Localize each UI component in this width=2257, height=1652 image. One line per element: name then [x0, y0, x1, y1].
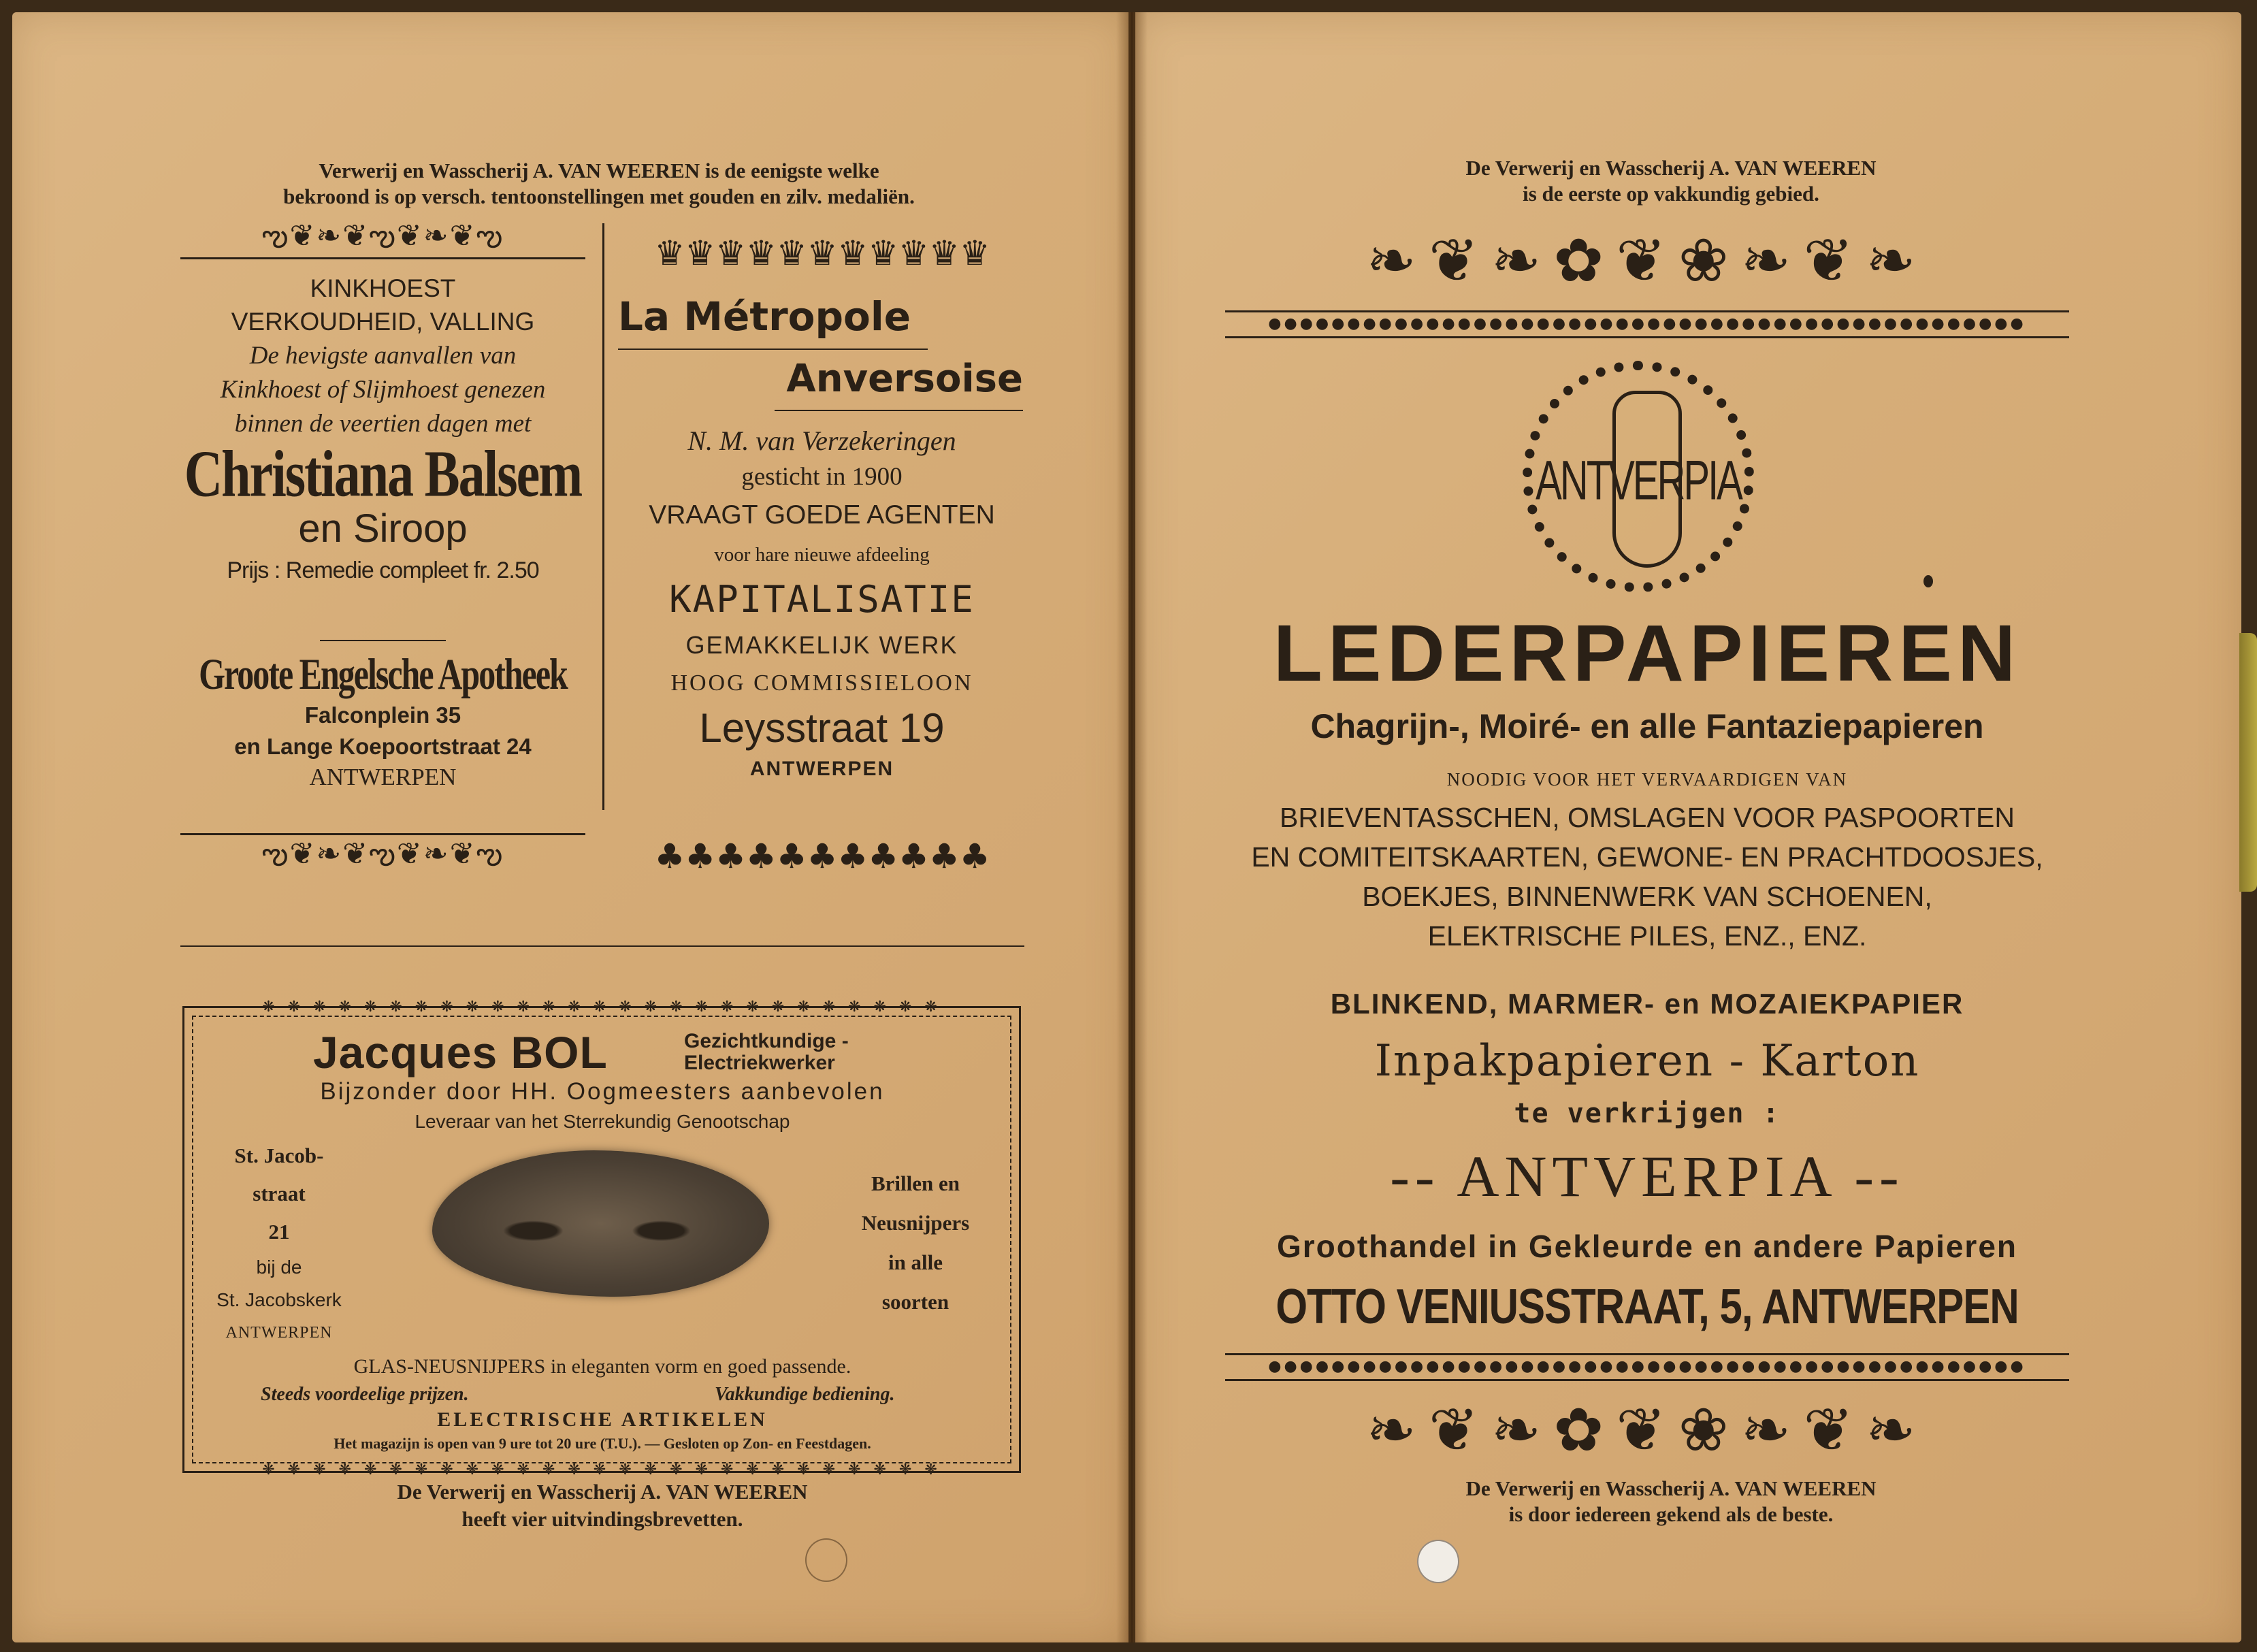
left-top-notice-line2: bekroond is op versch. tentoonstellingen met gouden en zilv. medaliën. [283, 184, 915, 208]
ad-balsem-line2: VERKOUDHEID, VALLING [231, 308, 535, 336]
right-subheadline: Chagrijn-, Moiré- en alle Fantaziepapieren [1310, 707, 1984, 745]
right-bottom-notice [1229, 1476, 2113, 1527]
ad-bol-profession2: Electriekwerker [684, 1052, 835, 1074]
ad-bol-address-right-4: soorten [881, 1290, 949, 1314]
right-list-4: ELEKTRISCHE PILES, ENZ., ENZ. [1427, 920, 1867, 952]
ad-bol-address-left-1: St. Jacob- [234, 1144, 324, 1167]
bead-rule-line [1225, 310, 2069, 312]
ornament-beads-top: ●●●●●●●●●●●●●●●●●●●●●●●●●●●●●●●●●●●●●●●●●●●●●●●● [1268, 315, 2026, 332]
ad-balsem-brand: Christiana Balsem [184, 436, 582, 511]
ornament-scroll-top-left: ఌ❦❧❦ఌ❦❧❦ఌ [261, 219, 504, 253]
right-list-1: BRIEVENTASSCHEN, OMSLAGEN VOOR PASPOORTEN [1280, 802, 2015, 833]
ad-bol-name: Jacques BOL [313, 1027, 608, 1078]
ad-bol-address-left-3: 21 [268, 1220, 290, 1244]
ad-balsem-pharmacy-block [174, 648, 592, 792]
ad-bol-address-left-2: straat [253, 1182, 306, 1205]
right-address: OTTO VENIUSSTRAAT, 5, ANTWERPEN [1276, 1279, 2019, 1334]
right-groothandel: Groothandel in Gekleurde en andere Papieren [1276, 1229, 2018, 1264]
metropole-title-underline [618, 349, 928, 350]
bead-rule-line [1225, 1353, 2069, 1355]
ad-bol-address-right-2: Neusnijpers [861, 1211, 970, 1235]
left-top-notice-line1: Verwerij en Wasscherij A. VAN WEEREN is de eenigste welke [319, 159, 879, 182]
ad-balsem-pharmacy: Groote Engelsche Apotheek [199, 649, 567, 699]
right-inpak: Inpakpapieren - Karton [1374, 1036, 1920, 1086]
ad-metropole [613, 422, 1031, 784]
ornament-border-chain-bottom: ❋ ❋ ❋ ❋ ❋ ❋ ❋ ❋ ❋ ❋ ❋ ❋ ❋ ❋ ❋ ❋ ❋ ❋ ❋ ❋ ❋ ❋ ❋ ❋ ❋ ❋ ❋ [262, 1462, 941, 1478]
right-list-2: EN COMITEITSKAARTEN, GEWONE- EN PRACHTDOOSJES, [1251, 841, 2043, 873]
left-bottom-notice-line2: heeft vier uitvindingsbrevetten. [461, 1507, 743, 1531]
ad-metropole-line3: VRAAGT GOEDE AGENTEN [649, 500, 995, 530]
ornament-flourish-bottom: ❧❦❧✿❦❀❧❦❧ [1366, 1395, 1928, 1465]
ad-bol-line5: ELECTRISCHE ARTIKELEN [437, 1408, 768, 1431]
ad-metropole-title1: La Métropole [618, 293, 911, 340]
ad-bol-address-left-6: ANTWERPEN [225, 1324, 333, 1342]
ad-metropole-city: ANTWERPEN [749, 758, 894, 780]
ad-balsem-price: Prijs : Remedie compleet fr. 2.50 [227, 557, 539, 583]
right-top-notice-line1: De Verwerij en Wasscherij A. VAN WEEREN [1465, 156, 1877, 180]
right-small-caps-line: NOODIG VOOR HET VERVAARDIGEN VAN [1446, 769, 1848, 790]
ad-metropole-line5: KAPITALISATIE [669, 578, 975, 621]
ad-balsem-address2: en Lange Koepoortstraat 24 [234, 734, 532, 759]
ad-metropole-line1: N. M. van Verzekeringen [687, 425, 956, 456]
ornament-beads-bottom: ●●●●●●●●●●●●●●●●●●●●●●●●●●●●●●●●●●●●●●●●●●●●●●●● [1268, 1358, 2026, 1375]
ad-bol-address-left-5: St. Jacobskerk [216, 1289, 342, 1310]
page-edge-tab [2239, 633, 2257, 892]
ad-bol-line4a: Steeds voordeelige prijzen. [261, 1384, 469, 1405]
ad-bol-line4b: Vakkundige bediening. [715, 1384, 895, 1405]
ad-balsem-brand-sub: en Siroop [298, 506, 468, 551]
right-te-verkrijgen: te verkrijgen : [1514, 1098, 1781, 1129]
right-list [1225, 798, 2069, 956]
right-list-3: BOEKJES, BINNENWERK VAN SCHOENEN, [1362, 881, 1932, 912]
bead-rule-line [1225, 336, 2069, 338]
ornament-border-chain-top: ❋ ❋ ❋ ❋ ❋ ❋ ❋ ❋ ❋ ❋ ❋ ❋ ❋ ❋ ❋ ❋ ❋ ❋ ❋ ❋ ❋ ❋ ❋ ❋ ❋ ❋ ❋ [262, 999, 941, 1016]
ad-bol-address-left-4: bij de [256, 1257, 302, 1278]
ad-metropole-line4: voor hare nieuwe afdeeling [714, 544, 930, 566]
book-gutter [1116, 12, 1148, 1642]
punch-hole-left [805, 1538, 847, 1582]
ad-bol-profession1: Gezichtkundige - [684, 1030, 849, 1052]
ad-metropole-address: Leysstraat 19 [699, 705, 945, 751]
left-bottom-notice-line1: De Verwerij en Wasscherij A. VAN WEEREN [397, 1480, 808, 1504]
ad-bol-line1: Bijzonder door HH. Oogmeesters aanbevolen [320, 1078, 885, 1105]
ad-metropole-line7: HOOG COMMISSIELOON [670, 670, 973, 696]
ornament-flourish-top: ❧❦❧✿❦❀❧❦❧ [1366, 225, 1928, 295]
ad-balsem-line1: KINKHOEST [310, 274, 456, 302]
left-bottom-notice [204, 1478, 1001, 1533]
metropole-title2-underline [775, 410, 1023, 411]
ad-balsem-italic1: De hevigste aanvallen van [249, 342, 517, 370]
right-headline: LEDERPAPIEREN [1273, 609, 2021, 698]
ad-bol-address-right [817, 1164, 1014, 1322]
ad-bol-address-right-1: Brillen en [871, 1171, 960, 1195]
left-top-notice [157, 158, 1041, 210]
right-bottom-notice-line1: De Verwerij en Wasscherij A. VAN WEEREN [1465, 1476, 1877, 1500]
ad-bol-address-right-3: in alle [888, 1250, 943, 1274]
ad-metropole-line2: gesticht in 1900 [741, 463, 903, 491]
ad-balsem-italic2: Kinkhoest of Slijmhoest genezen [220, 376, 546, 404]
ornament-drop-row: ♣♣♣♣♣♣♣♣♣♣♣ [654, 837, 990, 876]
eyes-photo [432, 1150, 769, 1297]
column-divider [602, 223, 604, 810]
right-company: -- ANTVERPIA -- [1390, 1144, 1904, 1209]
ad-bol-line6: Het magazijn is open van 9 ure tot 20 ure (T.U.). — Gesloten op Zon- en Feestdagen. [334, 1435, 871, 1452]
ad-metropole-line6: GEMAKKELIJK WERK [685, 631, 958, 659]
right-top-notice-line2: is de eerste op vakkundig gebied. [1523, 182, 1819, 206]
punch-hole-right [1417, 1540, 1459, 1583]
ad-bol-line3: GLAS-NEUSNIJPERS in eleganten vorm en goed passende. [353, 1355, 851, 1378]
ad-balsem-address1: Falconplein 35 [304, 702, 461, 728]
ornament-scroll-bottom-left: ఌ❦❧❦ఌ❦❧❦ఌ [261, 837, 504, 871]
section-divider [180, 945, 1024, 947]
ad-balsem-italic3: binnen de veertien dagen met [234, 410, 532, 438]
antverpia-logo [1523, 361, 1754, 592]
ad-balsem [174, 272, 592, 589]
antverpia-logo-text: ANTVERPIA [1536, 449, 1741, 512]
divider-line [180, 833, 585, 835]
ink-dot [1923, 575, 1933, 587]
divider-line [180, 257, 585, 259]
ornament-crown-row: ♛♛♛♛♛♛♛♛♛♛♛ [654, 233, 990, 273]
ad-balsem-city: ANTWERPEN [309, 764, 457, 790]
right-top-notice [1229, 155, 2113, 207]
ad-bol-line2: Leveraar van het Sterrekundig Genootschap [415, 1111, 790, 1132]
bead-rule-line [1225, 1379, 2069, 1381]
right-bottom-notice-line2: is door iedereen gekend als de beste. [1508, 1502, 1834, 1526]
ad-metropole-title2: Anversoise [786, 357, 1023, 401]
ad-bol-profession [684, 1031, 849, 1074]
right-blinkend: BLINKEND, MARMER- en MOZAIEKPAPIER [1330, 988, 1964, 1020]
ad-bol-address-left [204, 1137, 354, 1349]
